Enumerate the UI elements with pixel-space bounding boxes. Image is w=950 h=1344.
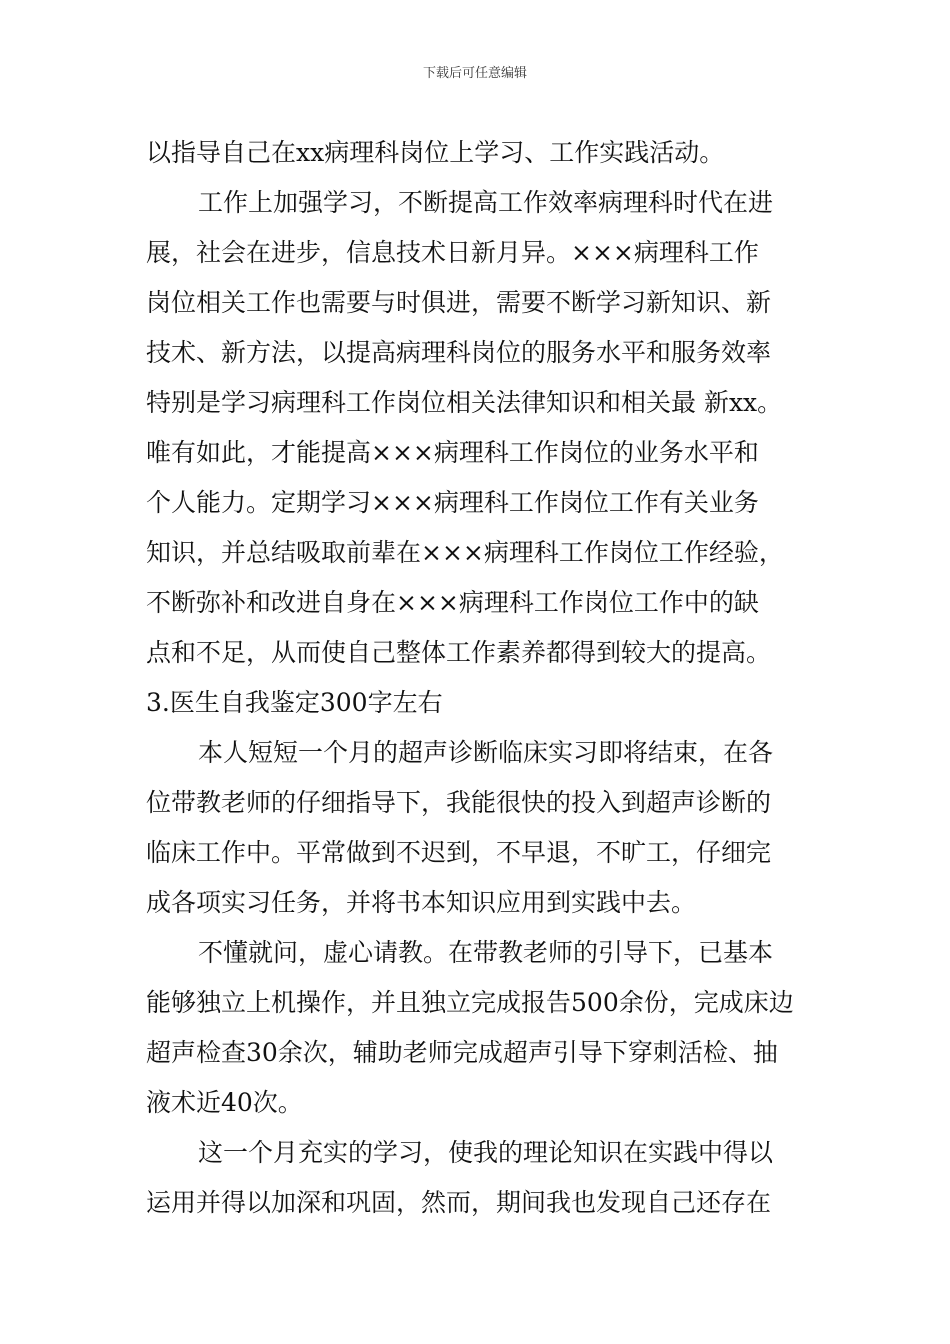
text-line: 液术近40次。 xyxy=(146,1088,303,1117)
text-line: 唯有如此，才能提高×××病理科工作岗位的业务水平和 xyxy=(146,438,759,467)
text-line: 临床工作中。平常做到不迟到，不早退，不旷工，仔细完 xyxy=(146,838,772,867)
document-body xyxy=(146,128,814,1228)
text-line: 技术、新方法，以提高病理科岗位的服务水平和服务效率 xyxy=(146,338,772,367)
text-line: 知识，并总结吸取前辈在×××病理科工作岗位工作经验， xyxy=(146,538,784,567)
paragraph-start-line: 工作上加强学习，不断提高工作效率病理科时代在进 xyxy=(198,188,774,217)
text-line: 以指导自己在xx病理科岗位上学习、工作实践活动。 xyxy=(146,138,725,167)
text-line: 展，社会在进步，信息技术日新月异。×××病理科工作 xyxy=(146,238,759,267)
paragraph-start-line: 不懂就问，虚心请教。在带教老师的引导下，已基本 xyxy=(198,938,774,967)
text-line: 岗位相关工作也需要与时俱进，需要不断学习新知识、新 xyxy=(146,288,772,317)
text-line: 个人能力。定期学习×××病理科工作岗位工作有关业务 xyxy=(146,488,759,517)
text-line: 特别是学习病理科工作岗位相关法律知识和相关最 新xx。 xyxy=(146,388,783,417)
paragraph-start-line: 本人短短一个月的超声诊断临床实习即将结束，在各 xyxy=(198,738,774,767)
text-line: 不断弥补和改进自身在×××病理科工作岗位工作中的缺 xyxy=(146,588,759,617)
section-heading: 3.医生自我鉴定300字左右 xyxy=(146,688,443,717)
text-line: 点和不足，从而使自己整体工作素养都得到较大的提高。 xyxy=(146,638,772,667)
text-line: 超声检查30余次，辅助老师完成超声引导下穿刺活检、抽 xyxy=(146,1038,778,1067)
text-line: 运用并得以加深和巩固，然而，期间我也发现自己还存在 xyxy=(146,1188,772,1217)
text-line: 成各项实习任务，并将书本知识应用到实践中去。 xyxy=(146,888,697,917)
page-header: 下载后可任意编辑 xyxy=(422,66,527,81)
paragraph-start-line: 这一个月充实的学习，使我的理论知识在实践中得以 xyxy=(198,1138,774,1167)
text-line: 位带教老师的仔细指导下，我能很快的投入到超声诊断的 xyxy=(146,788,772,817)
text-line: 能够独立上机操作，并且独立完成报告500余份，完成床边 xyxy=(146,988,794,1017)
